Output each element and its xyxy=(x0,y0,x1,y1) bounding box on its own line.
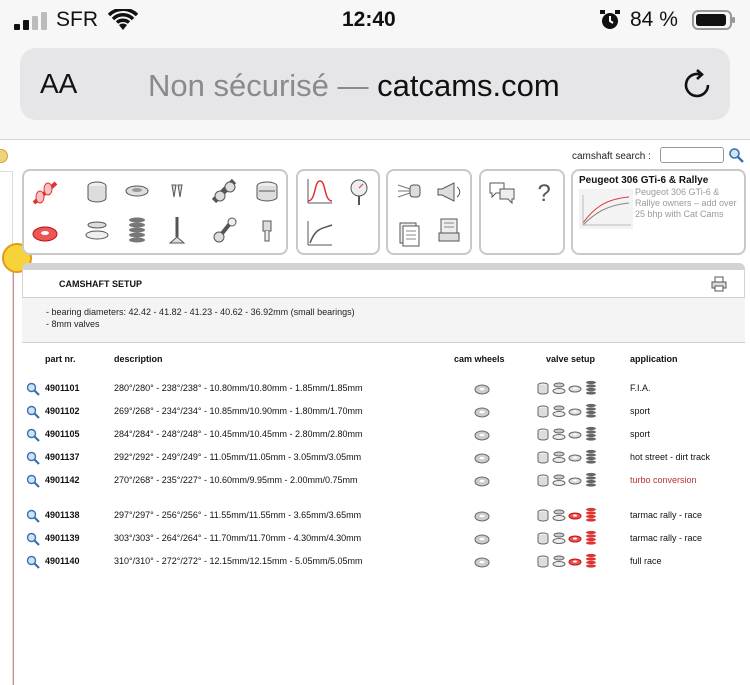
carrier-name: SFR xyxy=(56,8,98,31)
retainer-icon[interactable] xyxy=(552,449,566,465)
pulley-icon[interactable] xyxy=(210,177,240,207)
address-bar[interactable] xyxy=(20,48,730,120)
part-description: 297°/297° - 256°/256° - 11.55mm/11.55mm - 3.65mm/3.65mm xyxy=(114,510,362,520)
cam-wheel-icon[interactable] xyxy=(474,510,490,523)
magnifier-icon[interactable] xyxy=(26,451,40,465)
part-number[interactable]: 4901139 xyxy=(45,533,80,543)
application[interactable]: turbo conversion xyxy=(630,475,697,485)
rocker-icon[interactable] xyxy=(210,215,240,245)
search-icon[interactable] xyxy=(728,147,744,163)
retainer-icon[interactable] xyxy=(552,553,566,569)
reload-icon[interactable] xyxy=(680,68,714,102)
magnifier-icon[interactable] xyxy=(26,474,40,488)
browser-chrome xyxy=(0,42,750,140)
search-input[interactable] xyxy=(660,147,724,163)
table-row[interactable] xyxy=(0,472,750,492)
car-title[interactable]: Peugeot 306 GTi-6 & Rallye xyxy=(579,175,709,186)
shim-icon[interactable] xyxy=(568,403,582,419)
dyno-chart-thumbnail xyxy=(579,189,633,229)
part-number[interactable]: 4901105 xyxy=(45,429,80,439)
manual-icon[interactable] xyxy=(434,215,464,245)
search-label: camshaft search : xyxy=(572,151,651,162)
part-number[interactable]: 4901101 xyxy=(45,383,80,393)
retainer-icon[interactable] xyxy=(552,426,566,442)
application: sport xyxy=(630,429,651,439)
web-page xyxy=(0,141,750,685)
table-row[interactable] xyxy=(0,530,750,550)
part-description: 280°/280° - 238°/238° - 10.80mm/10.80mm - 1.85mm/1.85mm xyxy=(114,383,363,393)
retainer-icon[interactable] xyxy=(552,530,566,546)
power-curve-icon[interactable] xyxy=(304,219,334,249)
application: tarmac rally - race xyxy=(630,510,703,520)
part-description: 292°/292° - 249°/249° - 11.05mm/11.05mm - 3.05mm/3.05mm xyxy=(114,452,362,462)
url-text[interactable] xyxy=(148,68,560,104)
magnifier-icon[interactable] xyxy=(26,382,40,396)
cam-wheel-icon[interactable] xyxy=(474,452,490,465)
table-row[interactable] xyxy=(0,553,750,573)
light-icon[interactable] xyxy=(394,177,424,207)
help-icon[interactable] xyxy=(529,177,559,207)
valve-icon[interactable] xyxy=(162,215,192,245)
print-icon[interactable] xyxy=(711,276,727,292)
setup-header xyxy=(22,263,745,297)
table-row[interactable] xyxy=(0,403,750,423)
application: tarmac rally - race xyxy=(630,533,703,543)
part-number[interactable]: 4901140 xyxy=(45,556,80,566)
shim-icon[interactable] xyxy=(568,449,582,465)
shim-icon[interactable] xyxy=(568,507,582,523)
shim-icon[interactable] xyxy=(568,472,582,488)
battery-percent: 84 % xyxy=(630,8,678,31)
setup-details xyxy=(22,297,745,343)
part-number[interactable]: 4901137 xyxy=(45,452,80,462)
shim-icon[interactable] xyxy=(568,426,582,442)
cam-wheel-icon[interactable] xyxy=(474,429,490,442)
part-description: 303°/303° - 264°/264° - 11.70mm/11.70mm - 4.30mm/4.30mm xyxy=(114,533,362,543)
spring-icon[interactable] xyxy=(584,530,598,546)
cam-wheel-icon[interactable] xyxy=(474,556,490,569)
magnifier-icon[interactable] xyxy=(26,555,40,569)
retainer-icon[interactable] xyxy=(552,380,566,396)
parts-icon-group xyxy=(22,169,288,255)
domain: catcams.com xyxy=(377,68,560,103)
featured-car-box[interactable] xyxy=(571,169,746,255)
magnifier-icon[interactable] xyxy=(26,509,40,523)
table-row[interactable] xyxy=(0,426,750,446)
cam-profile-icon[interactable] xyxy=(304,177,334,207)
part-description: 310°/310° - 272°/272° - 12.15mm/12.15mm - 5.05mm/5.05mm xyxy=(114,556,363,566)
retainer-icon[interactable] xyxy=(552,507,566,523)
magnifier-icon[interactable] xyxy=(26,405,40,419)
help-icon-group xyxy=(479,169,565,255)
application: sport xyxy=(630,406,651,416)
bucket-icon[interactable] xyxy=(536,449,550,465)
table-row[interactable] xyxy=(0,507,750,527)
text-size-button[interactable]: AA xyxy=(40,68,78,99)
spring-icon[interactable] xyxy=(584,472,598,488)
signal-icon xyxy=(14,12,50,30)
spring-icon[interactable] xyxy=(584,380,598,396)
col-header-valve-setup: valve setup xyxy=(546,354,596,364)
col-header-part: part nr. xyxy=(45,354,76,364)
table-row[interactable] xyxy=(0,449,750,469)
cam-wheel-icon[interactable] xyxy=(474,406,490,419)
part-description: 284°/284° - 248°/248° - 10.45mm/10.45mm - 2.80mm/2.80mm xyxy=(114,429,363,439)
megaphone-icon[interactable] xyxy=(434,177,464,207)
security-label: Non sécurisé — xyxy=(148,68,378,103)
application: hot street - dirt track xyxy=(630,452,711,462)
dial-gauge-icon[interactable] xyxy=(344,177,374,207)
info-icon-group xyxy=(386,169,472,255)
bucket-icon[interactable] xyxy=(536,553,550,569)
shim-icon[interactable] xyxy=(568,380,582,396)
shim-icon[interactable] xyxy=(568,553,582,569)
spring-icon[interactable] xyxy=(584,553,598,569)
col-header-description: description xyxy=(114,354,163,364)
collets-icon[interactable] xyxy=(162,177,192,207)
documents-icon[interactable] xyxy=(394,219,424,249)
camshaft-setup-panel xyxy=(22,263,745,343)
cam-wheel-icon[interactable] xyxy=(474,533,490,546)
badge-icon xyxy=(0,149,8,163)
magnifier-icon[interactable] xyxy=(26,532,40,546)
setup-line: - bearing diameters: 42.42 - 41.82 - 41.23 - 40.62 - 36.92mm (small bearings) xyxy=(46,307,355,317)
shim-icon[interactable] xyxy=(122,177,152,207)
wifi-icon xyxy=(108,9,138,31)
bucket-icon[interactable] xyxy=(536,472,550,488)
cam-wheel-icon[interactable] xyxy=(474,383,490,396)
alarm-icon xyxy=(599,9,621,31)
setup-line: - 8mm valves xyxy=(46,319,100,329)
cam-wheel-icon[interactable] xyxy=(30,219,60,249)
part-number[interactable]: 4901138 xyxy=(45,510,80,520)
spring-icon[interactable] xyxy=(584,403,598,419)
tools-icon-group xyxy=(296,169,380,255)
part-number[interactable]: 4901102 xyxy=(45,406,80,416)
bucket-icon[interactable] xyxy=(536,380,550,396)
shim-icon[interactable] xyxy=(568,530,582,546)
battery-icon xyxy=(692,10,736,30)
bucket-icon[interactable] xyxy=(536,530,550,546)
magnifier-icon[interactable] xyxy=(26,428,40,442)
retainer-icon[interactable] xyxy=(552,472,566,488)
part-description: 270°/268° - 235°/227° - 10.60mm/9.95mm - 2.00mm/0.75mm xyxy=(114,475,358,485)
application: F.I.A. xyxy=(630,383,651,393)
part-description: 269°/268° - 234°/234° - 10.85mm/10.90mm - 1.80mm/1.70mm xyxy=(114,406,363,416)
part-number[interactable]: 4901142 xyxy=(45,475,80,485)
follower-icon[interactable] xyxy=(252,215,282,245)
camshaft-icon[interactable] xyxy=(30,177,60,207)
retainer-icon[interactable] xyxy=(552,403,566,419)
bucket-icon[interactable] xyxy=(82,177,112,207)
clock: 12:40 xyxy=(342,8,396,31)
retainer-icon[interactable] xyxy=(82,215,112,245)
car-description: Peugeot 306 GTi-6 & Rallye owners – add over 25 bhp with Cat Cams xyxy=(635,187,737,219)
bucket-icon[interactable] xyxy=(536,403,550,419)
piston-icon[interactable] xyxy=(252,177,282,207)
spring-icon[interactable] xyxy=(122,215,152,245)
col-header-cam-wheels: cam wheels xyxy=(454,354,505,364)
spring-icon[interactable] xyxy=(584,449,598,465)
status-bar xyxy=(0,0,750,42)
bucket-icon[interactable] xyxy=(536,507,550,523)
chat-icon[interactable] xyxy=(487,177,517,207)
bucket-icon[interactable] xyxy=(536,426,550,442)
col-header-application: application xyxy=(630,354,678,364)
svg-text:?: ? xyxy=(537,180,551,207)
application: full race xyxy=(630,556,662,566)
cam-wheel-icon[interactable] xyxy=(474,475,490,488)
setup-title: CAMSHAFT SETUP xyxy=(59,279,142,289)
table-row[interactable] xyxy=(0,380,750,400)
spring-icon[interactable] xyxy=(584,507,598,523)
spring-icon[interactable] xyxy=(584,426,598,442)
